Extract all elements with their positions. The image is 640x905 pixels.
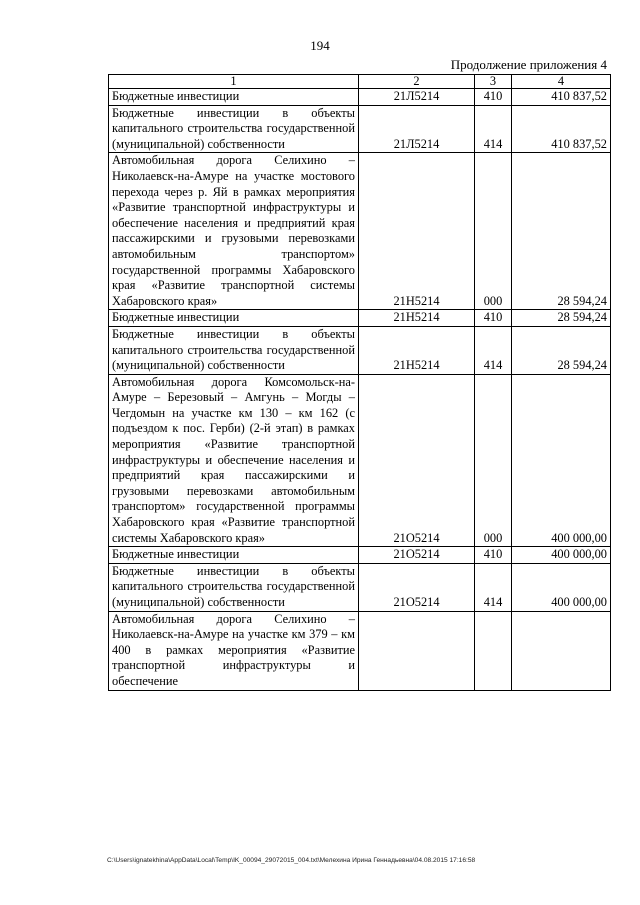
cell-amount: 400 000,00 [512,547,611,564]
cell-type: 410 [475,547,512,564]
cell-code [359,611,475,690]
table-row [109,153,611,310]
cell-type: 410 [475,89,512,106]
cell-amount [512,611,611,690]
cell-name: Бюджетные инвестиции в объекты капитального строительства государственной (муниципальной) собственности [109,105,359,153]
cell-amount: 28 594,24 [512,326,611,374]
budget-table [108,74,611,691]
cell-name: Бюджетные инвестиции [109,547,359,564]
table-row [109,89,611,106]
cell-code: 21Н5214 [359,310,475,327]
cell-name: Бюджетные инвестиции [109,310,359,327]
table-row [109,310,611,327]
table-row [109,547,611,564]
cell-name: Автомобильная дорога Комсомольск-на-Амуре – Березовый – Амгунь – Могды – Чегдомын на участке км 130 – км 162 (с подъездом к пос. Герби) (2-й этап) в рамках мероприятия «Развитие транспортной инфраструктуры и обеспечение населения и предприятий края пассажирскими и грузовыми перевозками автомобильным транспортом» государственной программы Хабаровского края «Развитие транспортной системы Хабаровского края» [109,374,359,547]
column-header-2: 2 [359,75,475,89]
cell-name: Автомобильная дорога Селихино – Николаевск-на-Амуре на участке км 379 – км 400 в рамках мероприятия «Развитие транспортной инфраструктуры и обеспечение [109,611,359,690]
cell-amount: 400 000,00 [512,374,611,547]
cell-amount: 28 594,24 [512,310,611,327]
cell-type: 414 [475,563,512,611]
cell-name: Бюджетные инвестиции в объекты капитального строительства государственной (муниципальной) собственности [109,326,359,374]
continuation-note: Продолжение приложения 4 [450,57,607,72]
cell-amount: 410 837,52 [512,89,611,106]
table-row [109,563,611,611]
cell-amount: 28 594,24 [512,153,611,310]
table-header-row [109,75,611,89]
page-number: 194 [310,38,330,53]
table-row [109,374,611,547]
cell-amount: 400 000,00 [512,563,611,611]
cell-type: 414 [475,326,512,374]
column-header-4: 4 [512,75,611,89]
cell-type: 414 [475,105,512,153]
column-header-1: 1 [109,75,359,89]
budget-table-body [109,75,611,691]
cell-type: 000 [475,153,512,310]
table-row [109,326,611,374]
cell-code: 21Н5214 [359,326,475,374]
cell-type: 000 [475,374,512,547]
cell-name: Бюджетные инвестиции [109,89,359,106]
cell-code: 21Л5214 [359,105,475,153]
cell-code: 21О5214 [359,547,475,564]
cell-amount: 410 837,52 [512,105,611,153]
cell-name: Бюджетные инвестиции в объекты капитального строительства государственной (муниципальной) собственности [109,563,359,611]
cell-code: 21О5214 [359,563,475,611]
cell-type: 410 [475,310,512,327]
cell-code: 21Л5214 [359,89,475,106]
cell-type [475,611,512,690]
file-path-footer: C:\Users\ignatekhina\AppData\Local\Temp\IK_00094_29072015_004.txt\Мелехина Ирина Геннадьевна\04.08.2015 17:16:58 [107,857,476,864]
column-header-3: 3 [475,75,512,89]
table-row [109,105,611,153]
cell-name: Автомобильная дорога Селихино – Николаевск-на-Амуре на участке мостового перехода через р. Яй в рамках мероприятия «Развитие транспортной инфраструктуры и обеспечение населения и предприятий края пассажирскими и грузовыми перевозками автомобильным транспортом» государственной программы Хабаровского края «Развитие транспортной системы Хабаровского края» [109,153,359,310]
table-row-continued [109,611,611,690]
cell-code: 21Н5214 [359,153,475,310]
cell-code: 21О5214 [359,374,475,547]
